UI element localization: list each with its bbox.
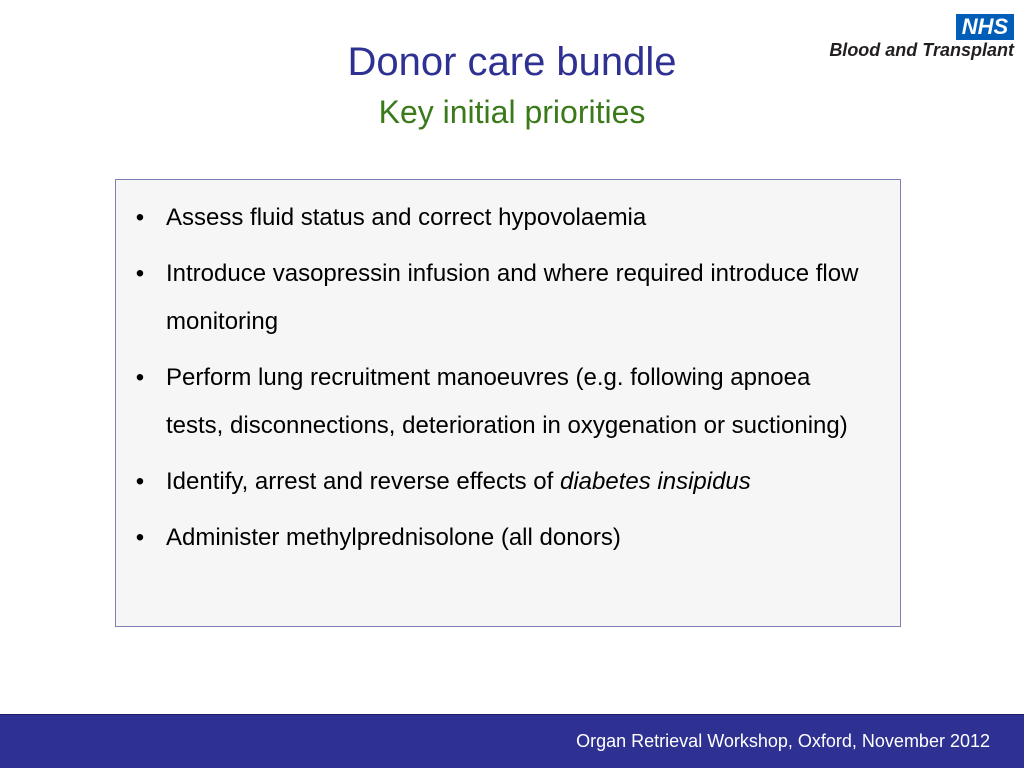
bullet-text: Administer methylprednisolone (all donors) (166, 524, 621, 551)
bullet-item-vasopressin (130, 250, 870, 346)
bullet-item-diabetes-insipidus (130, 458, 870, 506)
organization-name: Blood and Transplant (829, 40, 1014, 60)
bullet-item-fluid-status (130, 194, 870, 242)
bullet-text: Introduce vasopressin infusion and where required introduce flow monitoring (166, 260, 859, 335)
nhs-logo-box: NHS (956, 14, 1014, 40)
bullet-item-methylprednisolone (130, 514, 870, 562)
slide-title: Donor care bundle (347, 40, 677, 84)
bullet-icon: • (135, 260, 145, 287)
bullet-icon: • (135, 364, 145, 391)
bullet-text-italic: diabetes insipidus (559, 468, 751, 495)
bullet-text: Identify, arrest and reverse effects of (166, 468, 560, 495)
bullet-item-lung-recruitment (130, 354, 870, 450)
bullet-list (116, 180, 900, 562)
footer-text: Organ Retrieval Workshop, Oxford, November 2012 (576, 731, 990, 751)
slide-subtitle: Key initial priorities (378, 94, 646, 130)
bullet-text: Perform lung recruitment manoeuvres (e.g. following apnoea tests, disconnections, deterioration in oxygenation or suctioning) (166, 364, 848, 439)
bullet-content-box (115, 179, 901, 627)
bullet-icon: • (135, 468, 145, 495)
footer-bar (0, 714, 1024, 768)
bullet-text: Assess fluid status and correct hypovolaemia (166, 204, 647, 231)
bullet-icon: • (135, 204, 145, 231)
bullet-icon: • (135, 524, 145, 551)
